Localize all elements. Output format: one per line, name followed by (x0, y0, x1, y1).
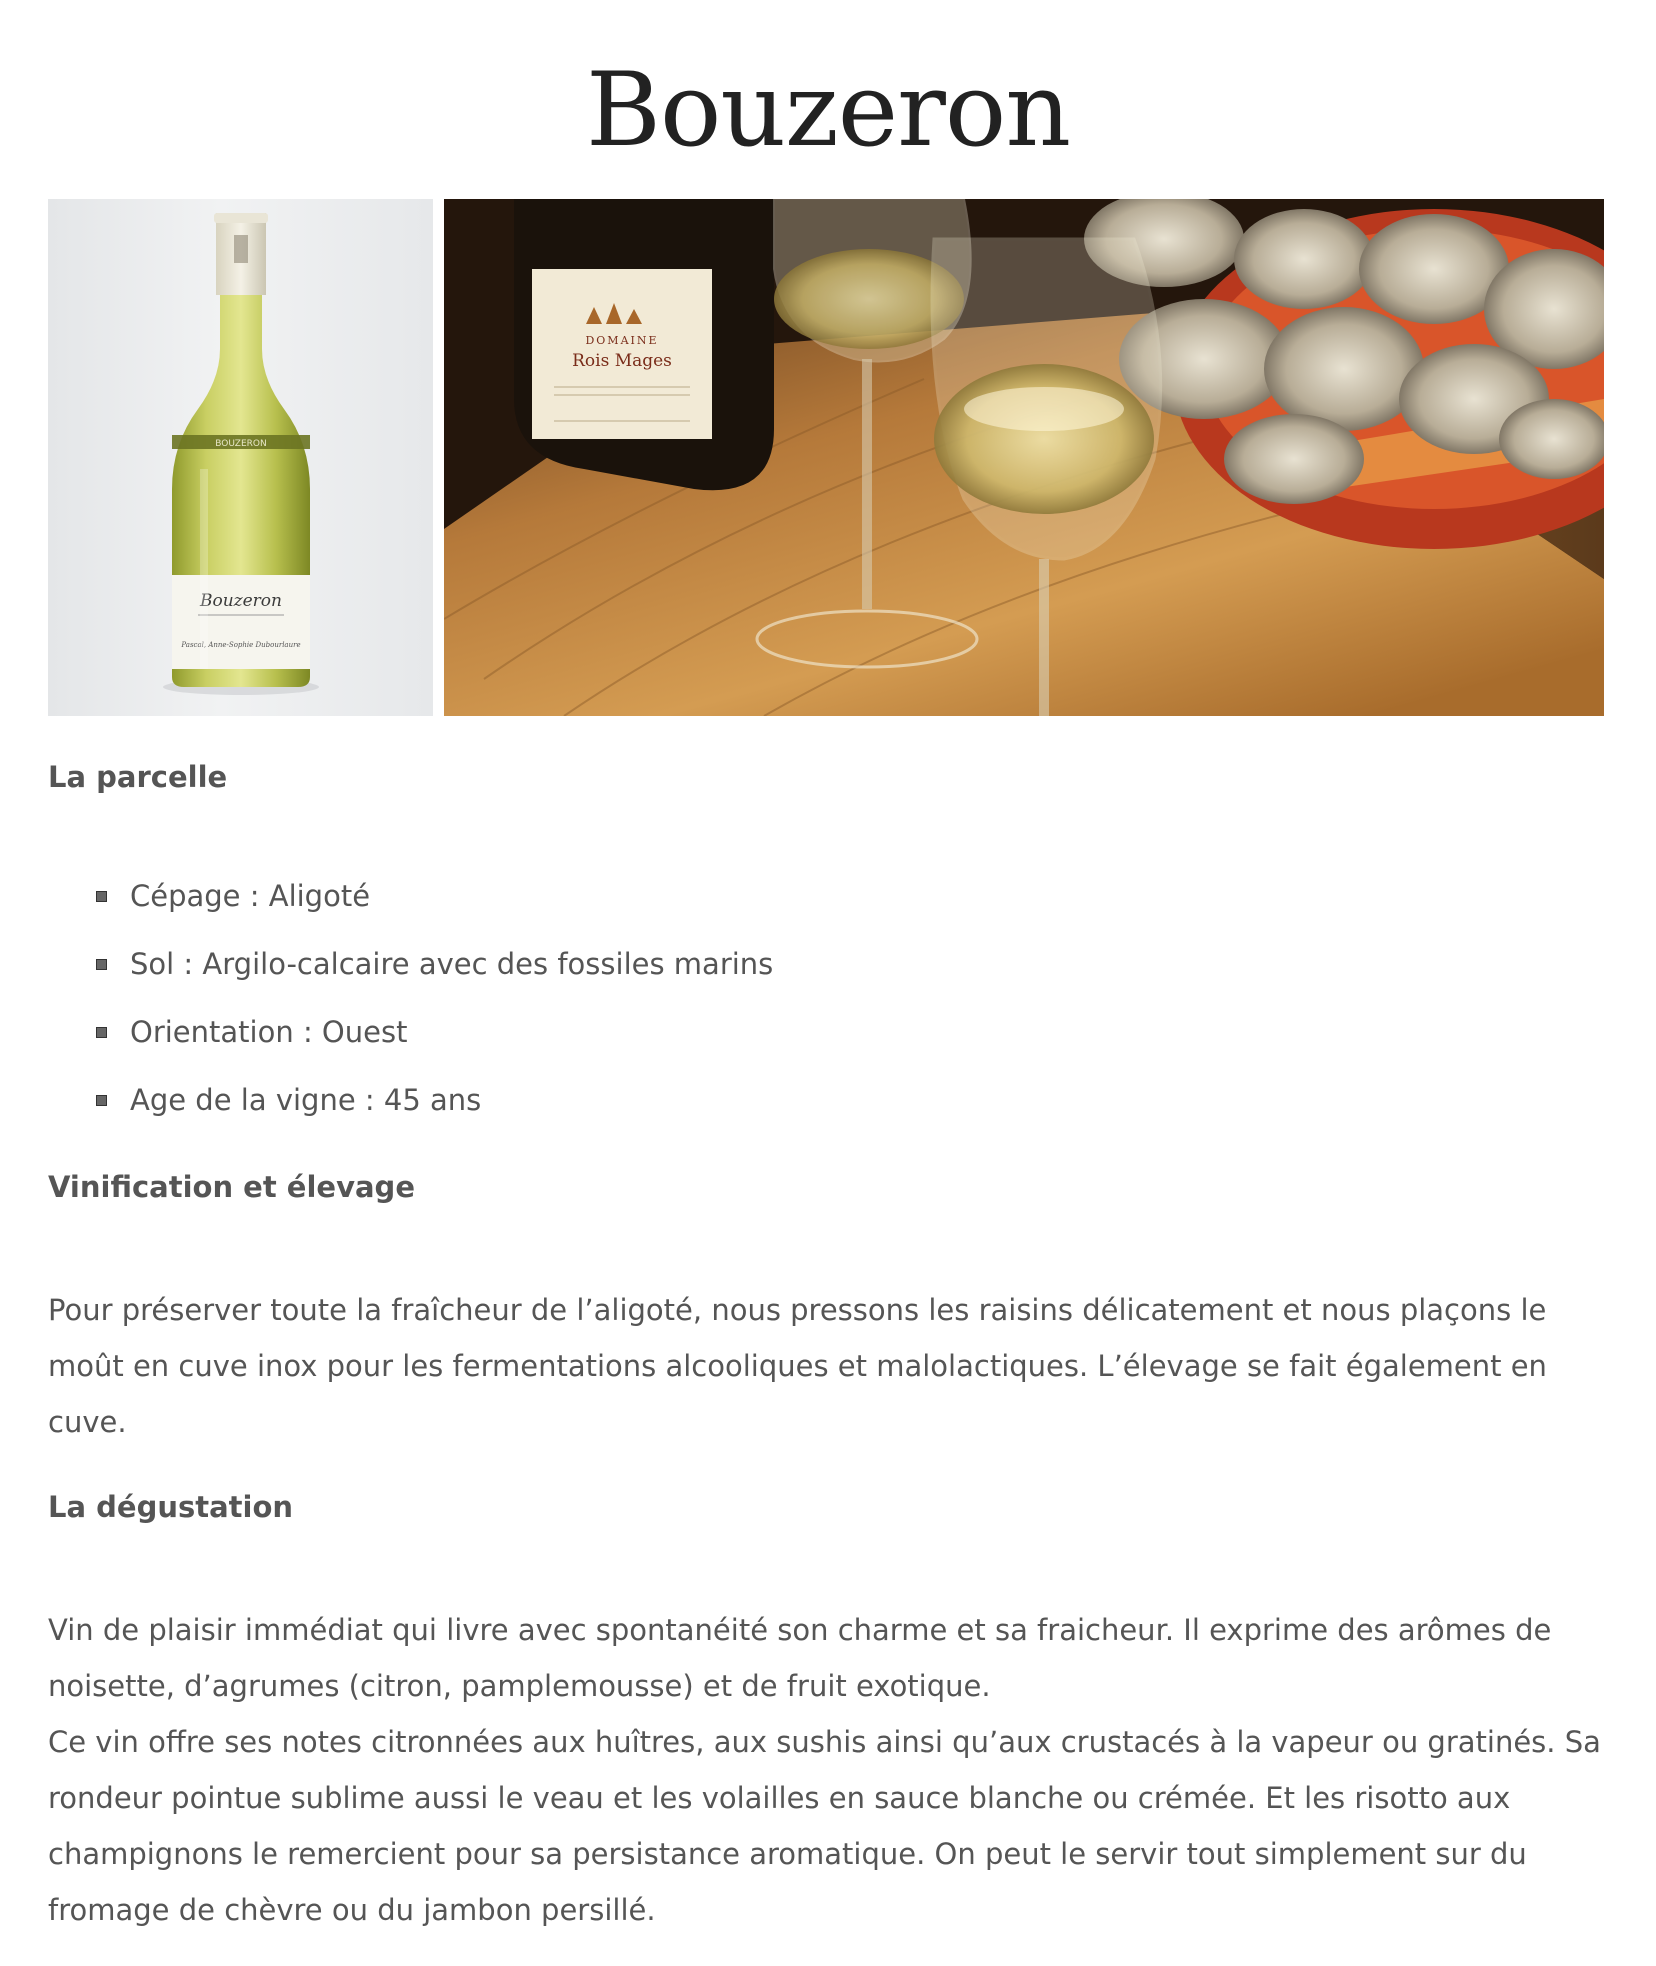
square-bullet-icon (96, 1095, 107, 1106)
list-item (48, 862, 773, 930)
list-item-text: Age de la vigne : 45 ans (130, 1083, 482, 1117)
degustation-paragraph (48, 1602, 1604, 1938)
neck-band-text: BOUZERON (215, 439, 267, 449)
list-item-text: Cépage : Aligoté (130, 879, 371, 913)
square-bullet-icon (96, 891, 107, 902)
bottle-label-name: Bouzeron (199, 591, 283, 611)
scene-label-name: Rois Mages (572, 351, 672, 371)
scene-label-domaine: DOMAINE (585, 334, 659, 347)
list-item-text: Orientation : Ouest (130, 1015, 408, 1049)
list-item (48, 1066, 773, 1134)
list-item (48, 930, 773, 998)
section-heading-parcelle: La parcelle (48, 760, 228, 794)
image-gallery (48, 199, 1604, 716)
page-title: Bouzeron (585, 51, 1071, 170)
square-bullet-icon (96, 1027, 107, 1038)
list-item (48, 998, 773, 1066)
square-bullet-icon (96, 959, 107, 970)
parcel-list (48, 862, 773, 1134)
section-heading-degustation: La dégustation (48, 1490, 294, 1524)
vinification-paragraph: Pour préserver toute la fraîcheur de l’aligoté, nous pressons les raisins délicatement et nous plaçons le moût en cuve inox pour les fermentations alcooliques et malolactiques. L’élevage se fait également en cuve. (48, 1293, 1547, 1439)
oysters-wine-scene-photo[interactable] (444, 199, 1604, 716)
degustation-text-2: Ce vin offre ses notes citronnées aux huîtres, aux sushis ainsi qu’aux crustacés à la vapeur ou gratinés. Sa rondeur pointue sublime aussi le veau et les volailles en sauce blanche ou crémée. Et les risotto aux champignons le remercient pour sa persistance aromatique. On peut le servir tout simplement sur du fromage de chèvre ou du jambon persillé. (48, 1725, 1601, 1927)
degustation-text-1: Vin de plaisir immédiat qui livre avec spontanéité son charme et sa fraicheur. Il exprime des arômes de noisette, d’agrumes (citron, pamplemousse) et de fruit exotique. (48, 1613, 1552, 1703)
bottle-photo[interactable] (48, 199, 433, 716)
bottle-producer-script: Pascal, Anne-Sophie Dubourlaure (181, 641, 301, 649)
section-heading-vinification: Vinification et élevage (48, 1170, 415, 1204)
list-item-text: Sol : Argilo-calcaire avec des fossiles marins (130, 947, 774, 981)
